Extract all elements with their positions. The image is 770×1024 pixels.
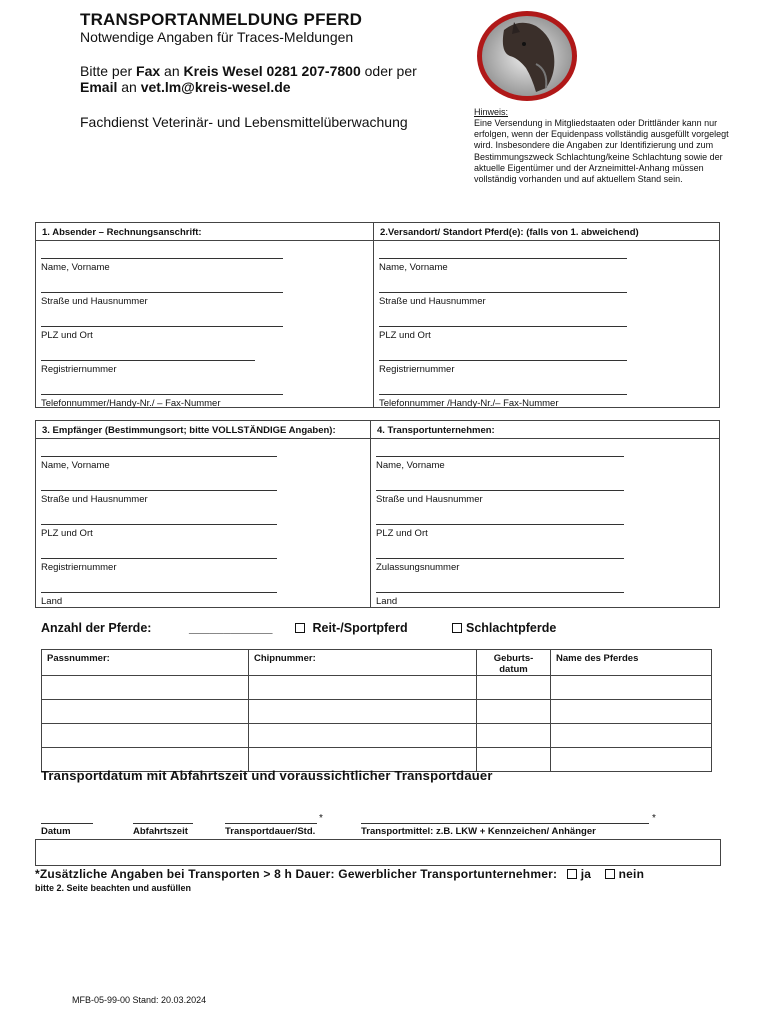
date-label: Datum bbox=[41, 826, 71, 837]
checkbox-icon[interactable] bbox=[295, 623, 305, 633]
vehicle-star: * bbox=[652, 813, 656, 824]
transport-title: Transportdatum mit Abfahrtszeit und voraussichtlicher Transportdauer bbox=[41, 768, 493, 783]
carrier-country-field[interactable]: Land bbox=[371, 579, 719, 607]
origin-registration-field[interactable]: Registriernummer bbox=[374, 347, 719, 381]
section1-title: 1. Absender – Rechnungsanschrift: bbox=[36, 223, 374, 241]
table-row[interactable] bbox=[42, 700, 712, 724]
checkbox-icon[interactable] bbox=[452, 623, 462, 633]
origin-name-field[interactable]: Name, Vorname bbox=[374, 245, 719, 279]
sender-city-field[interactable]: PLZ und Ort bbox=[36, 313, 373, 347]
yes-checkbox-icon[interactable] bbox=[567, 869, 577, 879]
form-subtitle: Notwendige Angaben für Traces-Meldungen bbox=[80, 29, 354, 45]
no-label: nein bbox=[618, 867, 645, 881]
form-title: TRANSPORTANMELDUNG PFERD bbox=[80, 10, 363, 29]
col-horse-name: Name des Pferdes bbox=[551, 650, 712, 676]
duration-label: Transportdauer/Std. bbox=[225, 826, 316, 837]
vehicle-line[interactable] bbox=[361, 823, 649, 824]
page-2-note: bitte 2. Seite beachten und ausfüllen bbox=[35, 883, 192, 893]
carrier-street-field[interactable]: Straße und Hausnummer bbox=[371, 477, 719, 511]
table-row[interactable] bbox=[42, 676, 712, 700]
transport-notes-box[interactable] bbox=[35, 839, 721, 866]
recipient-name-field[interactable]: Name, Vorname bbox=[36, 443, 370, 477]
col-chip: Chipnummer: bbox=[249, 650, 477, 676]
carrier-name-field[interactable]: Name, Vorname bbox=[371, 443, 719, 477]
duration-line[interactable] bbox=[225, 823, 317, 824]
duration-star: * bbox=[319, 813, 323, 824]
fax-instructions: Bitte per Fax an Kreis Wesel 0281 207-7800 oder per Email an vet.lm@kreis-wesel.de bbox=[80, 63, 417, 95]
col-birthdate: Geburts- datum bbox=[477, 650, 551, 676]
address-table-3-4 bbox=[35, 420, 720, 608]
departure-label: Abfahrtszeit bbox=[133, 826, 188, 837]
carrier-city-field[interactable]: PLZ und Ort bbox=[371, 511, 719, 545]
recipient-city-field[interactable]: PLZ und Ort bbox=[36, 511, 370, 545]
recipient-street-field[interactable]: Straße und Hausnummer bbox=[36, 477, 370, 511]
horse-table bbox=[41, 649, 712, 772]
hint-text: Eine Versendung in Mitgliedstaaten oder Drittländer kann nur erfolgen, wenn der Equidenpass vollständig ausgefüllt vorgelegt wird. Insbesondere die Angaben zur Identifizierung und zum Bestimmungszweck Schlachtung/keine Schlachtung sowie der aktuelle Eigentümer und der Arzneimittel-Anhang müssen vollständig vorhanden und auf aktuellem Stand sein. bbox=[474, 118, 729, 185]
yes-label: ja bbox=[580, 867, 592, 881]
no-checkbox-icon[interactable] bbox=[605, 869, 615, 879]
horse-count-input[interactable]: ____________ bbox=[189, 621, 273, 635]
departure-line[interactable] bbox=[133, 823, 193, 824]
carrier-approval-field[interactable]: Zulassungsnummer bbox=[371, 545, 719, 579]
sender-phone-field[interactable]: Telefonnummer/Handy-Nr./ – Fax-Nummer bbox=[36, 381, 373, 407]
slaughter-horse-option[interactable]: Schlachtpferde bbox=[452, 621, 556, 635]
table-row[interactable] bbox=[42, 724, 712, 748]
col-passport: Passnummer: bbox=[42, 650, 249, 676]
sender-name-field[interactable]: Name, Vorname bbox=[36, 245, 373, 279]
section2-title: 2.Versandort/ Standort Pferd(e): (falls von 1. abweichend) bbox=[374, 223, 720, 241]
origin-phone-field[interactable]: Telefonnummer /Handy-Nr./– Fax-Nummer bbox=[374, 381, 719, 407]
recipient-country-field[interactable]: Land bbox=[36, 579, 370, 607]
hint-title: Hinweis: bbox=[474, 107, 509, 117]
date-line[interactable] bbox=[41, 823, 93, 824]
section4-title: 4. Transportunternehmen: bbox=[371, 421, 720, 439]
origin-city-field[interactable]: PLZ und Ort bbox=[374, 313, 719, 347]
form-footer: MFB-05-99-00 Stand: 20.03.2024 bbox=[72, 995, 207, 1005]
sender-street-field[interactable]: Straße und Hausnummer bbox=[36, 279, 373, 313]
section3-title: 3. Empfänger (Bestimmungsort; bitte VOLLSTÄNDIGE Angaben): bbox=[36, 421, 371, 439]
sender-registration-field[interactable]: Registriernummer bbox=[36, 347, 373, 381]
horse-logo-icon bbox=[474, 8, 580, 104]
riding-horse-option[interactable]: Reit-/Sportpferd bbox=[293, 621, 408, 635]
vehicle-label: Transportmittel: z.B. LKW + Kennzeichen/ Anhänger bbox=[361, 826, 596, 837]
origin-street-field[interactable]: Straße und Hausnummer bbox=[374, 279, 719, 313]
long-transport-question: *Zusätzliche Angaben bei Transporten > 8 h Dauer: Gewerblicher Transportunternehmer: ja nein bbox=[35, 867, 645, 881]
department-name: Fachdienst Veterinär- und Lebensmittelüberwachung bbox=[80, 114, 408, 130]
horse-count-label: Anzahl der Pferde: bbox=[41, 621, 152, 635]
address-table-1-2 bbox=[35, 222, 720, 408]
recipient-registration-field[interactable]: Registriernummer bbox=[36, 545, 370, 579]
